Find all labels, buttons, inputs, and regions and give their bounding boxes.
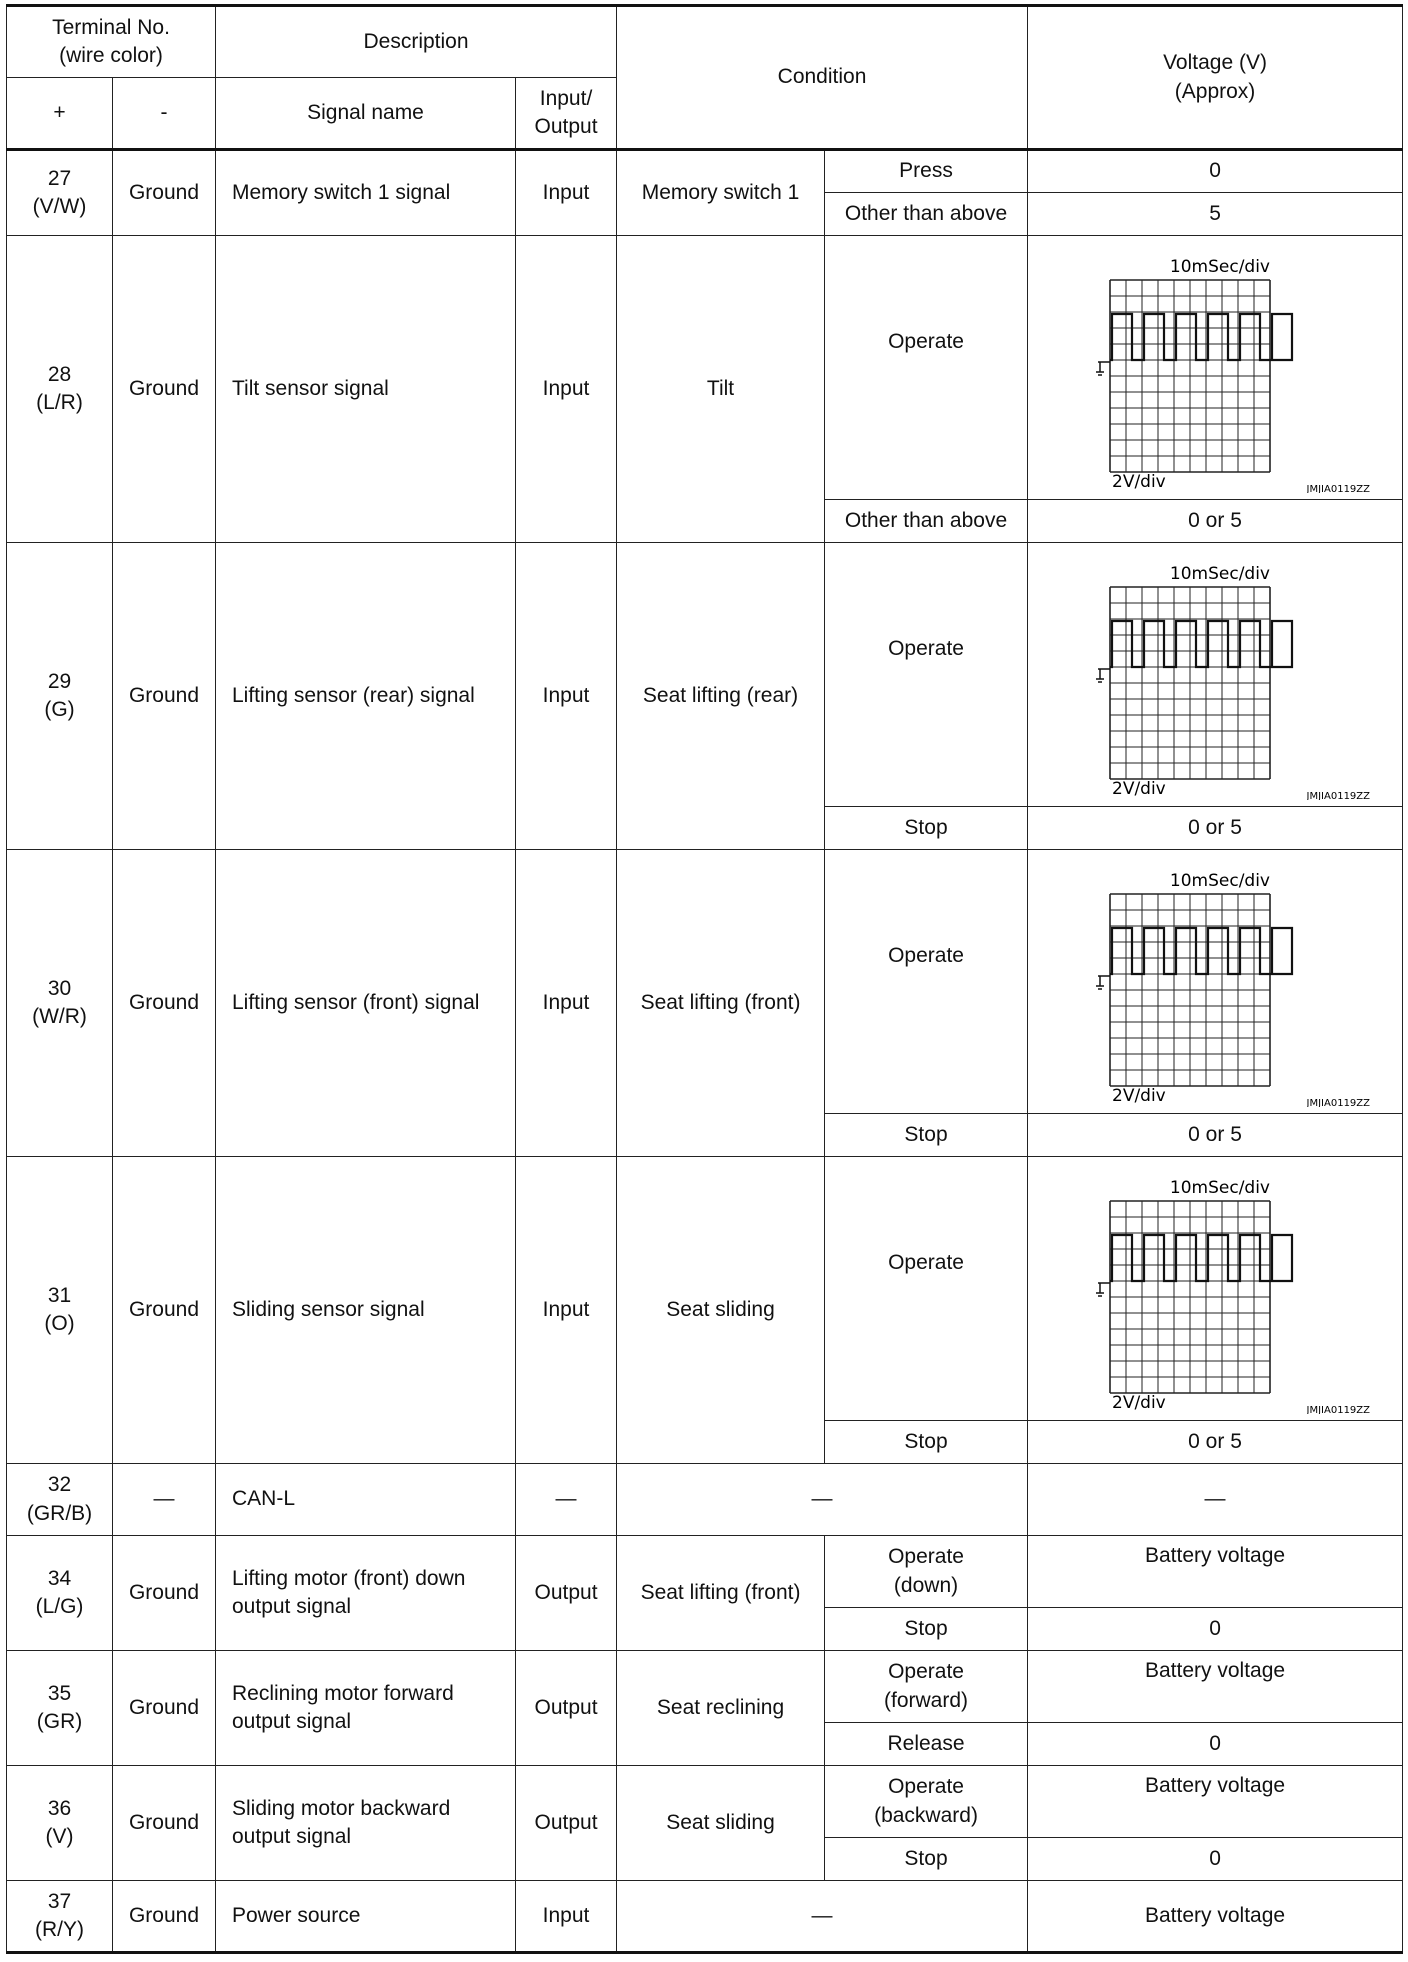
operate-label: Operate (888, 943, 964, 967)
time-per-div-label: 10mSec/div (1169, 256, 1271, 277)
square-wave-trace (1110, 621, 1292, 667)
header-voltage-label: Voltage (V) (1163, 51, 1267, 75)
header-voltage (1028, 6, 1403, 150)
signal-name-line: output signal (232, 1595, 352, 1618)
terminal-cell (7, 236, 113, 543)
wire-color: (L/G) (35, 1595, 84, 1618)
square-wave-trace (1110, 1235, 1292, 1281)
sub-condition-cell (825, 543, 1028, 807)
sub-condition-cell: Stop (825, 1114, 1028, 1157)
header-io-label-1: Input/ (539, 86, 593, 110)
terminal-cell (7, 150, 113, 236)
voltage-cell: 0 (1028, 1838, 1403, 1881)
figure-code-label: JMJIA0119ZZ (1306, 483, 1371, 493)
terminal-number: 32 (47, 1473, 72, 1497)
signal-name-cell: Sliding sensor signal (216, 1157, 516, 1464)
condition-cell: Seat sliding (617, 1766, 825, 1881)
wire-color: (GR) (36, 1710, 83, 1733)
oscilloscope-waveform (1055, 857, 1375, 1107)
sub-condition-cell (825, 850, 1028, 1114)
voltage-cell: 0 (1028, 1608, 1403, 1651)
ground-cell: Ground (113, 1881, 216, 1953)
terminal-number: 30 (47, 976, 72, 1000)
table-row (7, 543, 1403, 807)
io-cell: Output (516, 1536, 617, 1651)
wire-color: (V/W) (32, 195, 87, 218)
voltage-cell: 0 or 5 (1028, 807, 1403, 850)
terminal-number: 37 (47, 1889, 72, 1913)
condition-cell: — (617, 1464, 1028, 1536)
terminal-number: 35 (47, 1681, 72, 1705)
sub-condition-cell: Stop (825, 1608, 1028, 1651)
sub-condition-line: (backward) (874, 1803, 978, 1827)
header-wire-color-label: (wire color) (59, 44, 163, 67)
condition-cell: Seat lifting (rear) (617, 543, 825, 850)
voltage-cell: 0 or 5 (1028, 1114, 1403, 1157)
operate-label: Operate (888, 636, 964, 660)
sub-condition-line: Operate (888, 1660, 964, 1684)
oscilloscope-waveform (1055, 550, 1375, 800)
header-input-output (516, 78, 617, 150)
volts-per-div-label: 2V/div (1112, 1392, 1166, 1413)
voltage-cell: 5 (1028, 193, 1403, 236)
header-plus: + (7, 78, 113, 150)
wire-color: (R/Y) (35, 1918, 84, 1941)
wire-color: (W/R) (32, 1005, 87, 1028)
time-per-div-label: 10mSec/div (1169, 563, 1271, 584)
voltage-cell: Battery voltage (1028, 1536, 1403, 1608)
waveform-cell (1028, 236, 1403, 500)
ground-cell: Ground (113, 1651, 216, 1766)
voltage-cell: 0 (1028, 150, 1403, 193)
sub-condition-cell: Stop (825, 1838, 1028, 1881)
wire-color: (L/R) (36, 391, 83, 414)
condition-cell: Seat sliding (617, 1157, 825, 1464)
scope-slot (1034, 550, 1396, 800)
operate-label: Operate (888, 1250, 964, 1274)
ground-cell: Ground (113, 543, 216, 850)
ground-cell: Ground (113, 1536, 216, 1651)
terminal-number: 36 (47, 1796, 72, 1820)
header-row-1 (7, 6, 1403, 78)
sub-condition-line: (down) (893, 1573, 959, 1597)
signal-name-line: output signal (232, 1710, 352, 1733)
io-cell: Output (516, 1651, 617, 1766)
terminal-number: 34 (47, 1566, 72, 1590)
sub-condition-cell: Other than above (825, 500, 1028, 543)
header-terminal-label: Terminal No. (52, 15, 170, 39)
figure-code-label: JMJIA0119ZZ (1306, 790, 1371, 800)
table-row (7, 1157, 1403, 1421)
volts-per-div-label: 2V/div (1112, 778, 1166, 799)
terminal-cell (7, 1157, 113, 1464)
signal-name-cell: CAN-L (216, 1464, 516, 1536)
header-minus: - (113, 78, 216, 150)
terminal-cell (7, 543, 113, 850)
signal-name-cell (216, 1651, 516, 1766)
condition-cell: Seat lifting (front) (617, 1536, 825, 1651)
volts-per-div-label: 2V/div (1112, 471, 1166, 492)
sub-condition-cell (825, 1651, 1028, 1723)
voltage-cell: Battery voltage (1028, 1766, 1403, 1838)
io-cell: Input (516, 543, 617, 850)
signal-name-line: Reclining motor forward (232, 1681, 454, 1705)
sub-condition-cell: Other than above (825, 193, 1028, 236)
time-per-div-label: 10mSec/div (1169, 1177, 1271, 1198)
table-row (7, 1464, 1403, 1536)
condition-cell: Memory switch 1 (617, 150, 825, 236)
io-cell: Input (516, 1157, 617, 1464)
terminal-cell (7, 850, 113, 1157)
wire-color: (V) (45, 1825, 74, 1848)
signal-name-cell: Power source (216, 1881, 516, 1953)
condition-cell: Tilt (617, 236, 825, 543)
ground-cell: Ground (113, 236, 216, 543)
signal-name-cell: Tilt sensor signal (216, 236, 516, 543)
volts-per-div-label: 2V/div (1112, 1085, 1166, 1106)
sub-condition-cell: Press (825, 150, 1028, 193)
table-row (7, 1881, 1403, 1953)
ground-cell: Ground (113, 850, 216, 1157)
io-cell: Input (516, 236, 617, 543)
sub-condition-line: (forward) (884, 1688, 969, 1712)
voltage-cell: — (1028, 1464, 1403, 1536)
io-cell: Input (516, 1881, 617, 1953)
sub-condition-cell: Release (825, 1723, 1028, 1766)
waveform-cell (1028, 850, 1403, 1114)
ground-cell: Ground (113, 1157, 216, 1464)
header-terminal (7, 6, 216, 78)
voltage-cell: Battery voltage (1028, 1651, 1403, 1723)
voltage-cell: 0 or 5 (1028, 1421, 1403, 1464)
figure-code-label: JMJIA0119ZZ (1306, 1097, 1371, 1107)
scope-slot (1034, 1164, 1396, 1414)
time-per-div-label: 10mSec/div (1169, 870, 1271, 891)
condition-cell: — (617, 1881, 1028, 1953)
figure-code-label: JMJIA0119ZZ (1306, 1404, 1371, 1414)
signal-name-cell: Lifting sensor (rear) signal (216, 543, 516, 850)
terminal-cell (7, 1651, 113, 1766)
io-cell: Input (516, 150, 617, 236)
scope-slot (1034, 243, 1396, 493)
io-cell: Input (516, 850, 617, 1157)
oscilloscope-waveform (1055, 1164, 1375, 1414)
sub-condition-cell (825, 1536, 1028, 1608)
table-row (7, 1766, 1403, 1838)
signal-name-line: Sliding motor backward (232, 1796, 451, 1820)
table-row (7, 1651, 1403, 1723)
sub-condition-cell: Stop (825, 1421, 1028, 1464)
ground-cell: — (113, 1464, 216, 1536)
sub-condition-cell (825, 1157, 1028, 1421)
square-wave-trace (1110, 314, 1292, 360)
wire-color: (G) (44, 698, 75, 721)
waveform-cell (1028, 543, 1403, 807)
sub-condition-cell (825, 1766, 1028, 1838)
sub-condition-line: Operate (888, 1775, 964, 1799)
wire-color: (O) (44, 1312, 75, 1335)
waveform-cell (1028, 1157, 1403, 1421)
terminal-cell (7, 1536, 113, 1651)
table-row (7, 850, 1403, 1114)
table-row (7, 236, 1403, 500)
signal-name-cell (216, 1766, 516, 1881)
terminal-cell (7, 1766, 113, 1881)
table-row (7, 1536, 1403, 1608)
condition-cell: Seat lifting (front) (617, 850, 825, 1157)
voltage-cell: Battery voltage (1028, 1881, 1403, 1953)
header-condition: Condition (617, 6, 1028, 150)
square-wave-trace (1110, 928, 1292, 974)
signal-name-line: output signal (232, 1825, 352, 1848)
sub-condition-cell: Stop (825, 807, 1028, 850)
operate-label: Operate (888, 329, 964, 353)
terminal-number: 31 (47, 1283, 72, 1307)
wire-color: (GR/B) (26, 1501, 93, 1525)
signal-name-line: Lifting motor (front) down (232, 1566, 466, 1590)
oscilloscope-waveform (1055, 243, 1375, 493)
terminal-number: 27 (47, 166, 72, 190)
terminal-cell (7, 1464, 113, 1536)
ground-cell: Ground (113, 150, 216, 236)
scope-slot (1034, 857, 1396, 1107)
header-io-label-2: Output (534, 115, 598, 138)
table-row (7, 150, 1403, 193)
header-signal-name: Signal name (216, 78, 516, 150)
signal-name-cell (216, 1536, 516, 1651)
header-description: Description (216, 6, 617, 78)
terminal-cell (7, 1881, 113, 1953)
terminal-number: 29 (47, 669, 72, 693)
voltage-cell: 0 (1028, 1723, 1403, 1766)
io-cell: Output (516, 1766, 617, 1881)
signal-name-cell: Lifting sensor (front) signal (216, 850, 516, 1157)
terminal-spec-table (6, 4, 1403, 1954)
voltage-cell: 0 or 5 (1028, 500, 1403, 543)
ground-cell: Ground (113, 1766, 216, 1881)
io-cell: — (516, 1464, 617, 1536)
header-approx-label: (Approx) (1174, 79, 1256, 103)
signal-name-cell: Memory switch 1 signal (216, 150, 516, 236)
terminal-number: 28 (47, 362, 72, 386)
sub-condition-line: Operate (888, 1545, 964, 1569)
sub-condition-cell (825, 236, 1028, 500)
condition-cell: Seat reclining (617, 1651, 825, 1766)
